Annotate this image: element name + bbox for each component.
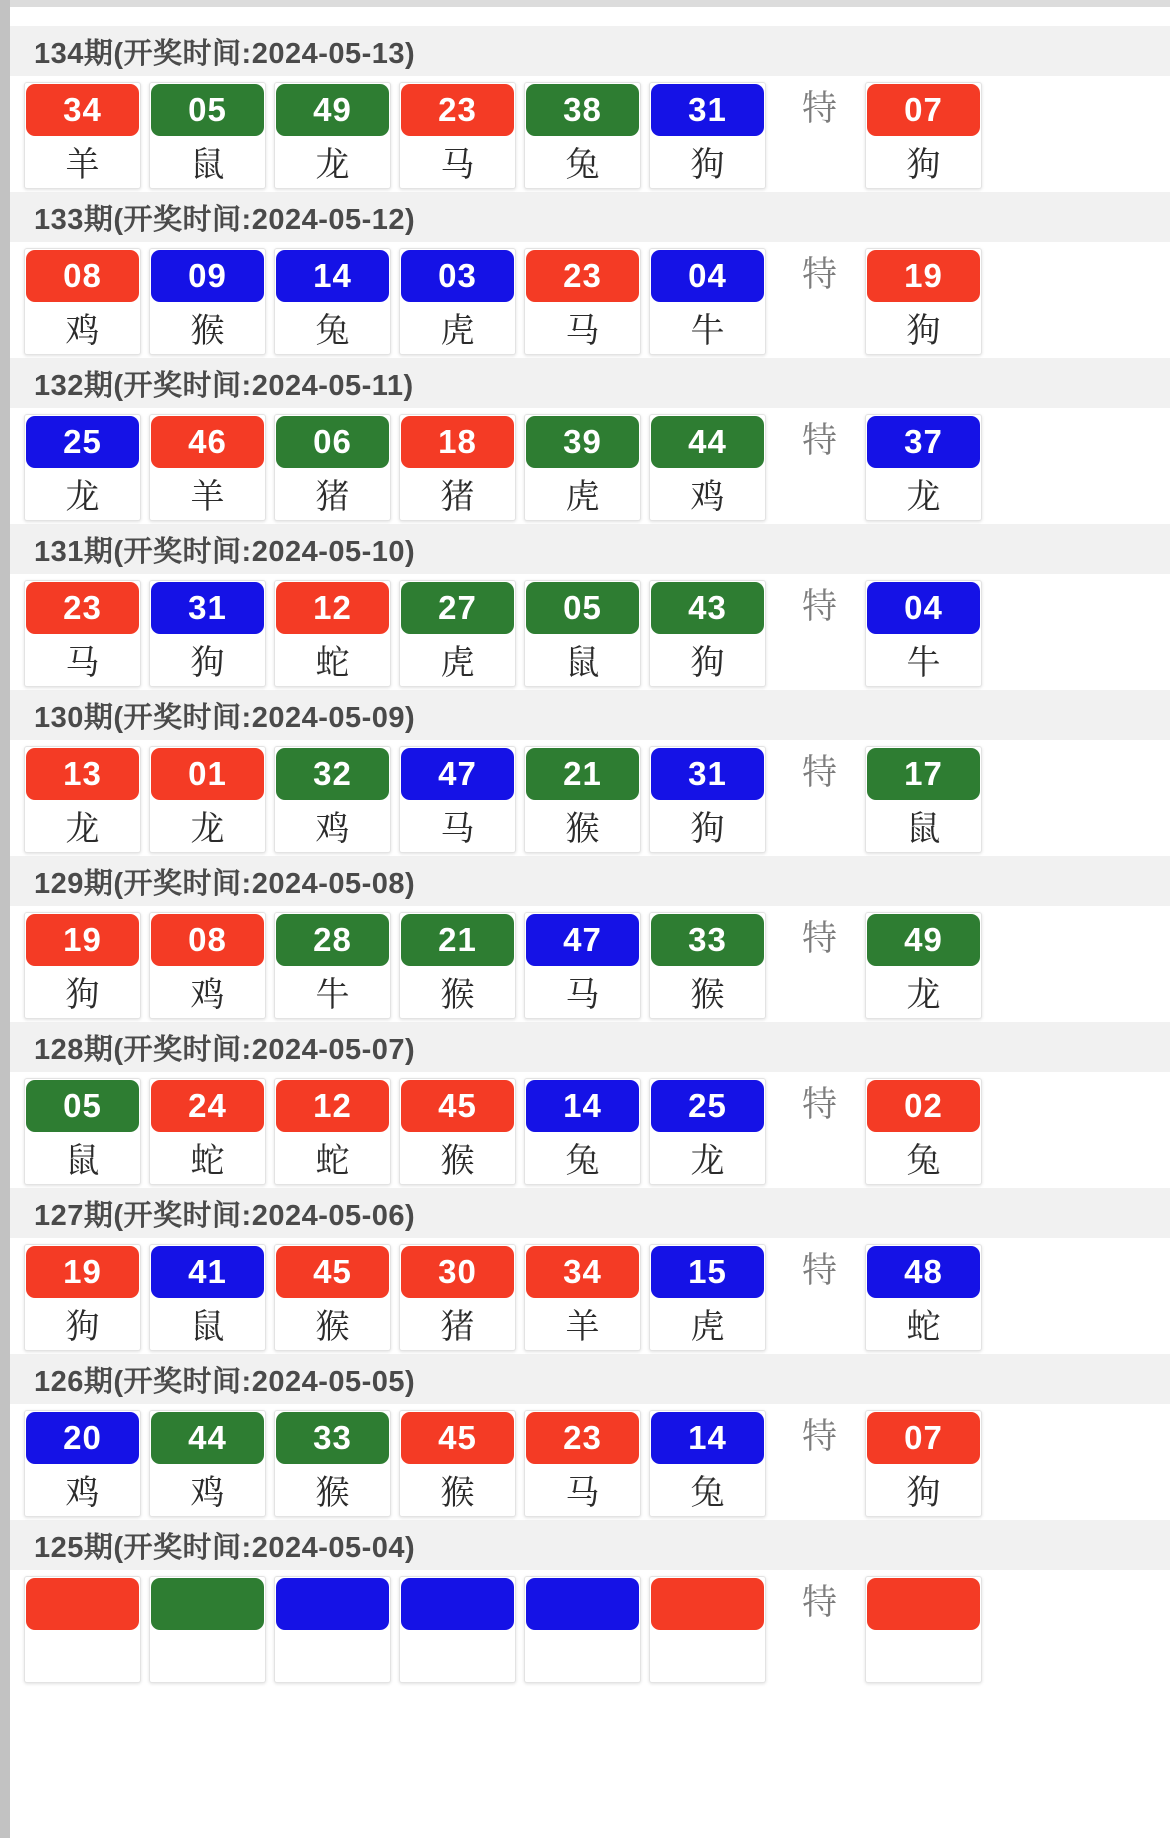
number-cell <box>524 746 641 853</box>
zodiac-label: 虎 <box>690 1308 725 1346</box>
number-cell <box>524 912 641 1019</box>
number-ball: 08 <box>26 250 139 302</box>
zodiac-label: 羊 <box>65 146 100 184</box>
number-cell <box>649 82 766 189</box>
zodiac-label: 狗 <box>906 146 941 184</box>
special-number-cell <box>865 1576 982 1683</box>
number-ball: 12 <box>276 582 389 634</box>
zodiac-label: 虎 <box>565 478 600 516</box>
number-cell <box>24 82 141 189</box>
zodiac-label: 兔 <box>565 146 600 184</box>
number-ball: 39 <box>526 416 639 468</box>
draw-period-block <box>10 856 1170 1019</box>
number-ball: 03 <box>401 250 514 302</box>
number-cell <box>649 580 766 687</box>
zodiac-label: 猪 <box>440 478 475 516</box>
number-cell <box>649 1410 766 1517</box>
zodiac-label: 龙 <box>190 810 225 848</box>
number-ball <box>526 1578 639 1630</box>
zodiac-label: 狗 <box>690 644 725 682</box>
number-cell <box>399 1410 516 1517</box>
numbers-row <box>10 1078 1170 1185</box>
zodiac-label: 猴 <box>690 976 725 1014</box>
zodiac-label: 鼠 <box>190 146 225 184</box>
number-cell <box>24 1244 141 1351</box>
number-cell <box>274 82 391 189</box>
special-number-cell <box>865 580 982 687</box>
zodiac-label: 虎 <box>440 644 475 682</box>
number-ball: 15 <box>651 1246 764 1298</box>
zodiac-label: 狗 <box>690 146 725 184</box>
number-ball: 06 <box>276 416 389 468</box>
number-cell <box>149 248 266 355</box>
number-ball: 21 <box>401 914 514 966</box>
zodiac-label <box>651 1630 764 1681</box>
number-cell <box>524 1410 641 1517</box>
number-ball: 09 <box>151 250 264 302</box>
number-ball: 14 <box>276 250 389 302</box>
zodiac-label: 鸡 <box>190 1474 225 1512</box>
zodiac-label <box>526 1630 639 1681</box>
draw-period-block <box>10 524 1170 687</box>
number-cell <box>24 248 141 355</box>
number-ball: 45 <box>401 1080 514 1132</box>
zodiac-label: 兔 <box>565 1142 600 1180</box>
number-ball: 19 <box>26 1246 139 1298</box>
number-cell <box>149 912 266 1019</box>
draw-period-block <box>10 26 1170 189</box>
zodiac-label: 牛 <box>906 644 941 682</box>
number-cell <box>149 746 266 853</box>
number-cell <box>24 746 141 853</box>
number-cell <box>649 1078 766 1185</box>
number-ball: 19 <box>26 914 139 966</box>
draw-period-block <box>10 1188 1170 1351</box>
number-cell <box>399 414 516 521</box>
zodiac-label: 狗 <box>190 644 225 682</box>
number-ball: 08 <box>151 914 264 966</box>
number-ball: 14 <box>651 1412 764 1464</box>
number-ball: 47 <box>526 914 639 966</box>
number-cell <box>24 1078 141 1185</box>
special-label: 特 <box>801 1417 837 1456</box>
number-ball: 13 <box>26 748 139 800</box>
zodiac-label: 鸡 <box>65 312 100 350</box>
period-header <box>10 856 1170 906</box>
number-cell <box>24 1410 141 1517</box>
number-cell <box>399 580 516 687</box>
zodiac-label: 马 <box>565 1474 600 1512</box>
number-cell <box>274 1078 391 1185</box>
number-cell <box>399 912 516 1019</box>
number-ball: 45 <box>276 1246 389 1298</box>
number-cell <box>149 580 266 687</box>
period-title: 134期(开奖时间:2024-05-13) <box>34 37 416 70</box>
number-cell <box>274 414 391 521</box>
lottery-results-page <box>10 0 1170 1686</box>
number-cell <box>649 248 766 355</box>
draw-period-block <box>10 192 1170 355</box>
period-title: 133期(开奖时间:2024-05-12) <box>34 203 416 236</box>
number-cell <box>274 1410 391 1517</box>
period-header <box>10 26 1170 76</box>
period-title: 127期(开奖时间:2024-05-06) <box>34 1199 416 1232</box>
number-ball: 04 <box>651 250 764 302</box>
number-ball: 04 <box>867 582 980 634</box>
zodiac-label: 猪 <box>315 478 350 516</box>
zodiac-label: 龙 <box>315 146 350 184</box>
number-ball: 38 <box>526 84 639 136</box>
number-ball: 07 <box>867 1412 980 1464</box>
draw-period-list <box>10 26 1170 1683</box>
number-ball: 01 <box>151 748 264 800</box>
number-ball: 30 <box>401 1246 514 1298</box>
number-cell <box>274 248 391 355</box>
special-number-cell <box>865 746 982 853</box>
number-ball: 23 <box>526 1412 639 1464</box>
number-cell <box>649 1244 766 1351</box>
number-ball: 21 <box>526 748 639 800</box>
zodiac-label: 狗 <box>906 312 941 350</box>
zodiac-label: 狗 <box>65 1308 100 1346</box>
period-title: 130期(开奖时间:2024-05-09) <box>34 701 416 734</box>
zodiac-label: 鼠 <box>906 810 941 848</box>
number-cell <box>274 1576 391 1683</box>
zodiac-label: 鼠 <box>65 1142 100 1180</box>
zodiac-label: 狗 <box>65 976 100 1014</box>
zodiac-label: 兔 <box>690 1474 725 1512</box>
number-cell <box>399 82 516 189</box>
period-header <box>10 1520 1170 1570</box>
number-cell <box>649 1576 766 1683</box>
number-cell <box>524 82 641 189</box>
number-cell <box>24 414 141 521</box>
number-ball: 37 <box>867 416 980 468</box>
period-header <box>10 192 1170 242</box>
number-cell <box>399 1244 516 1351</box>
number-ball <box>867 1578 980 1630</box>
period-header <box>10 1188 1170 1238</box>
numbers-row <box>10 746 1170 853</box>
number-ball: 23 <box>26 582 139 634</box>
period-title: 129期(开奖时间:2024-05-08) <box>34 867 416 900</box>
special-label: 特 <box>801 1085 837 1124</box>
zodiac-label: 兔 <box>906 1142 941 1180</box>
number-ball <box>26 1578 139 1630</box>
zodiac-label: 羊 <box>565 1308 600 1346</box>
number-cell <box>149 414 266 521</box>
number-ball: 44 <box>151 1412 264 1464</box>
number-cell <box>524 414 641 521</box>
period-header <box>10 524 1170 574</box>
number-ball: 07 <box>867 84 980 136</box>
period-title: 132期(开奖时间:2024-05-11) <box>34 369 414 402</box>
special-number-cell <box>865 912 982 1019</box>
number-ball: 05 <box>151 84 264 136</box>
number-ball: 23 <box>526 250 639 302</box>
zodiac-label: 蛇 <box>315 644 350 682</box>
zodiac-label: 鸡 <box>690 478 725 516</box>
number-cell <box>524 1576 641 1683</box>
number-cell <box>274 912 391 1019</box>
number-cell <box>24 912 141 1019</box>
period-header <box>10 358 1170 408</box>
zodiac-label: 马 <box>565 976 600 1014</box>
number-cell <box>149 1576 266 1683</box>
zodiac-label: 马 <box>440 810 475 848</box>
zodiac-label <box>276 1630 389 1681</box>
number-ball: 32 <box>276 748 389 800</box>
special-label: 特 <box>801 255 837 294</box>
period-header <box>10 1022 1170 1072</box>
zodiac-label <box>26 1630 139 1681</box>
zodiac-label: 羊 <box>190 478 225 516</box>
number-cell <box>274 746 391 853</box>
special-label: 特 <box>801 89 837 128</box>
number-ball: 14 <box>526 1080 639 1132</box>
zodiac-label: 马 <box>440 146 475 184</box>
number-cell <box>524 1078 641 1185</box>
number-ball: 20 <box>26 1412 139 1464</box>
numbers-row <box>10 82 1170 189</box>
numbers-row <box>10 580 1170 687</box>
zodiac-label: 猴 <box>440 1142 475 1180</box>
zodiac-label: 猴 <box>440 976 475 1014</box>
number-ball: 18 <box>401 416 514 468</box>
number-cell <box>524 580 641 687</box>
number-cell <box>24 580 141 687</box>
special-label: 特 <box>801 421 837 460</box>
numbers-row <box>10 912 1170 1019</box>
zodiac-label: 蛇 <box>315 1142 350 1180</box>
zodiac-label: 猴 <box>315 1474 350 1512</box>
zodiac-label: 猪 <box>440 1308 475 1346</box>
number-ball: 27 <box>401 582 514 634</box>
number-ball: 49 <box>276 84 389 136</box>
special-label: 特 <box>801 919 837 958</box>
special-number-cell <box>865 248 982 355</box>
period-title: 126期(开奖时间:2024-05-05) <box>34 1365 416 1398</box>
zodiac-label: 龙 <box>906 478 941 516</box>
period-header <box>10 1354 1170 1404</box>
number-ball: 19 <box>867 250 980 302</box>
number-ball: 46 <box>151 416 264 468</box>
number-ball: 33 <box>276 1412 389 1464</box>
number-cell <box>274 1244 391 1351</box>
draw-period-block <box>10 358 1170 521</box>
zodiac-label: 鼠 <box>565 644 600 682</box>
special-number-cell <box>865 1410 982 1517</box>
number-ball: 43 <box>651 582 764 634</box>
number-ball: 31 <box>151 582 264 634</box>
number-ball: 41 <box>151 1246 264 1298</box>
number-ball: 49 <box>867 914 980 966</box>
number-cell <box>649 414 766 521</box>
number-cell <box>524 248 641 355</box>
number-cell <box>24 1576 141 1683</box>
number-ball: 24 <box>151 1080 264 1132</box>
number-cell <box>399 746 516 853</box>
number-ball: 25 <box>26 416 139 468</box>
special-label: 特 <box>801 587 837 626</box>
special-number-cell <box>865 82 982 189</box>
special-label: 特 <box>801 1251 837 1290</box>
zodiac-label <box>401 1630 514 1681</box>
number-cell <box>399 248 516 355</box>
number-ball: 31 <box>651 748 764 800</box>
number-ball: 25 <box>651 1080 764 1132</box>
number-cell <box>649 912 766 1019</box>
special-label: 特 <box>801 1583 837 1622</box>
zodiac-label: 牛 <box>315 976 350 1014</box>
numbers-row <box>10 1410 1170 1517</box>
number-ball: 02 <box>867 1080 980 1132</box>
zodiac-label <box>151 1630 264 1681</box>
number-ball: 12 <box>276 1080 389 1132</box>
number-ball: 31 <box>651 84 764 136</box>
zodiac-label: 龙 <box>690 1142 725 1180</box>
zodiac-label: 鼠 <box>190 1308 225 1346</box>
special-number-cell <box>865 414 982 521</box>
number-ball: 05 <box>26 1080 139 1132</box>
special-number-cell <box>865 1244 982 1351</box>
number-ball: 44 <box>651 416 764 468</box>
number-ball <box>401 1578 514 1630</box>
zodiac-label: 鸡 <box>315 810 350 848</box>
number-ball <box>651 1578 764 1630</box>
zodiac-label: 马 <box>65 644 100 682</box>
number-ball: 05 <box>526 582 639 634</box>
number-cell <box>274 580 391 687</box>
number-cell <box>399 1576 516 1683</box>
zodiac-label: 猴 <box>440 1474 475 1512</box>
number-ball: 17 <box>867 748 980 800</box>
number-ball: 48 <box>867 1246 980 1298</box>
number-ball: 28 <box>276 914 389 966</box>
numbers-row <box>10 414 1170 521</box>
zodiac-label: 马 <box>565 312 600 350</box>
zodiac-label: 龙 <box>65 478 100 516</box>
period-title: 128期(开奖时间:2024-05-07) <box>34 1033 416 1066</box>
zodiac-label: 龙 <box>65 810 100 848</box>
zodiac-label: 兔 <box>315 312 350 350</box>
number-cell <box>149 1078 266 1185</box>
zodiac-label <box>867 1630 980 1681</box>
special-number-cell <box>865 1078 982 1185</box>
number-cell <box>649 746 766 853</box>
draw-period-block <box>10 1520 1170 1683</box>
zodiac-label: 鸡 <box>190 976 225 1014</box>
number-ball: 34 <box>526 1246 639 1298</box>
numbers-row <box>10 248 1170 355</box>
period-title: 131期(开奖时间:2024-05-10) <box>34 535 416 568</box>
zodiac-label: 蛇 <box>190 1142 225 1180</box>
number-ball: 33 <box>651 914 764 966</box>
number-ball: 45 <box>401 1412 514 1464</box>
number-cell <box>524 1244 641 1351</box>
zodiac-label: 猴 <box>565 810 600 848</box>
number-cell <box>399 1078 516 1185</box>
period-title: 125期(开奖时间:2024-05-04) <box>34 1531 416 1564</box>
draw-period-block <box>10 1354 1170 1517</box>
zodiac-label: 龙 <box>906 976 941 1014</box>
zodiac-label: 蛇 <box>906 1308 941 1346</box>
numbers-row <box>10 1244 1170 1351</box>
zodiac-label: 狗 <box>906 1474 941 1512</box>
left-scrollbar[interactable] <box>0 0 10 1838</box>
draw-period-block <box>10 690 1170 853</box>
numbers-row <box>10 1576 1170 1683</box>
number-ball <box>276 1578 389 1630</box>
number-ball: 47 <box>401 748 514 800</box>
period-header <box>10 690 1170 740</box>
number-cell <box>149 1410 266 1517</box>
number-cell <box>149 82 266 189</box>
zodiac-label: 猴 <box>190 312 225 350</box>
number-ball: 34 <box>26 84 139 136</box>
special-label: 特 <box>801 753 837 792</box>
zodiac-label: 猴 <box>315 1308 350 1346</box>
zodiac-label: 虎 <box>440 312 475 350</box>
number-ball: 23 <box>401 84 514 136</box>
draw-period-block <box>10 1022 1170 1185</box>
zodiac-label: 鸡 <box>65 1474 100 1512</box>
zodiac-label: 牛 <box>690 312 725 350</box>
zodiac-label: 狗 <box>690 810 725 848</box>
number-cell <box>149 1244 266 1351</box>
number-ball <box>151 1578 264 1630</box>
